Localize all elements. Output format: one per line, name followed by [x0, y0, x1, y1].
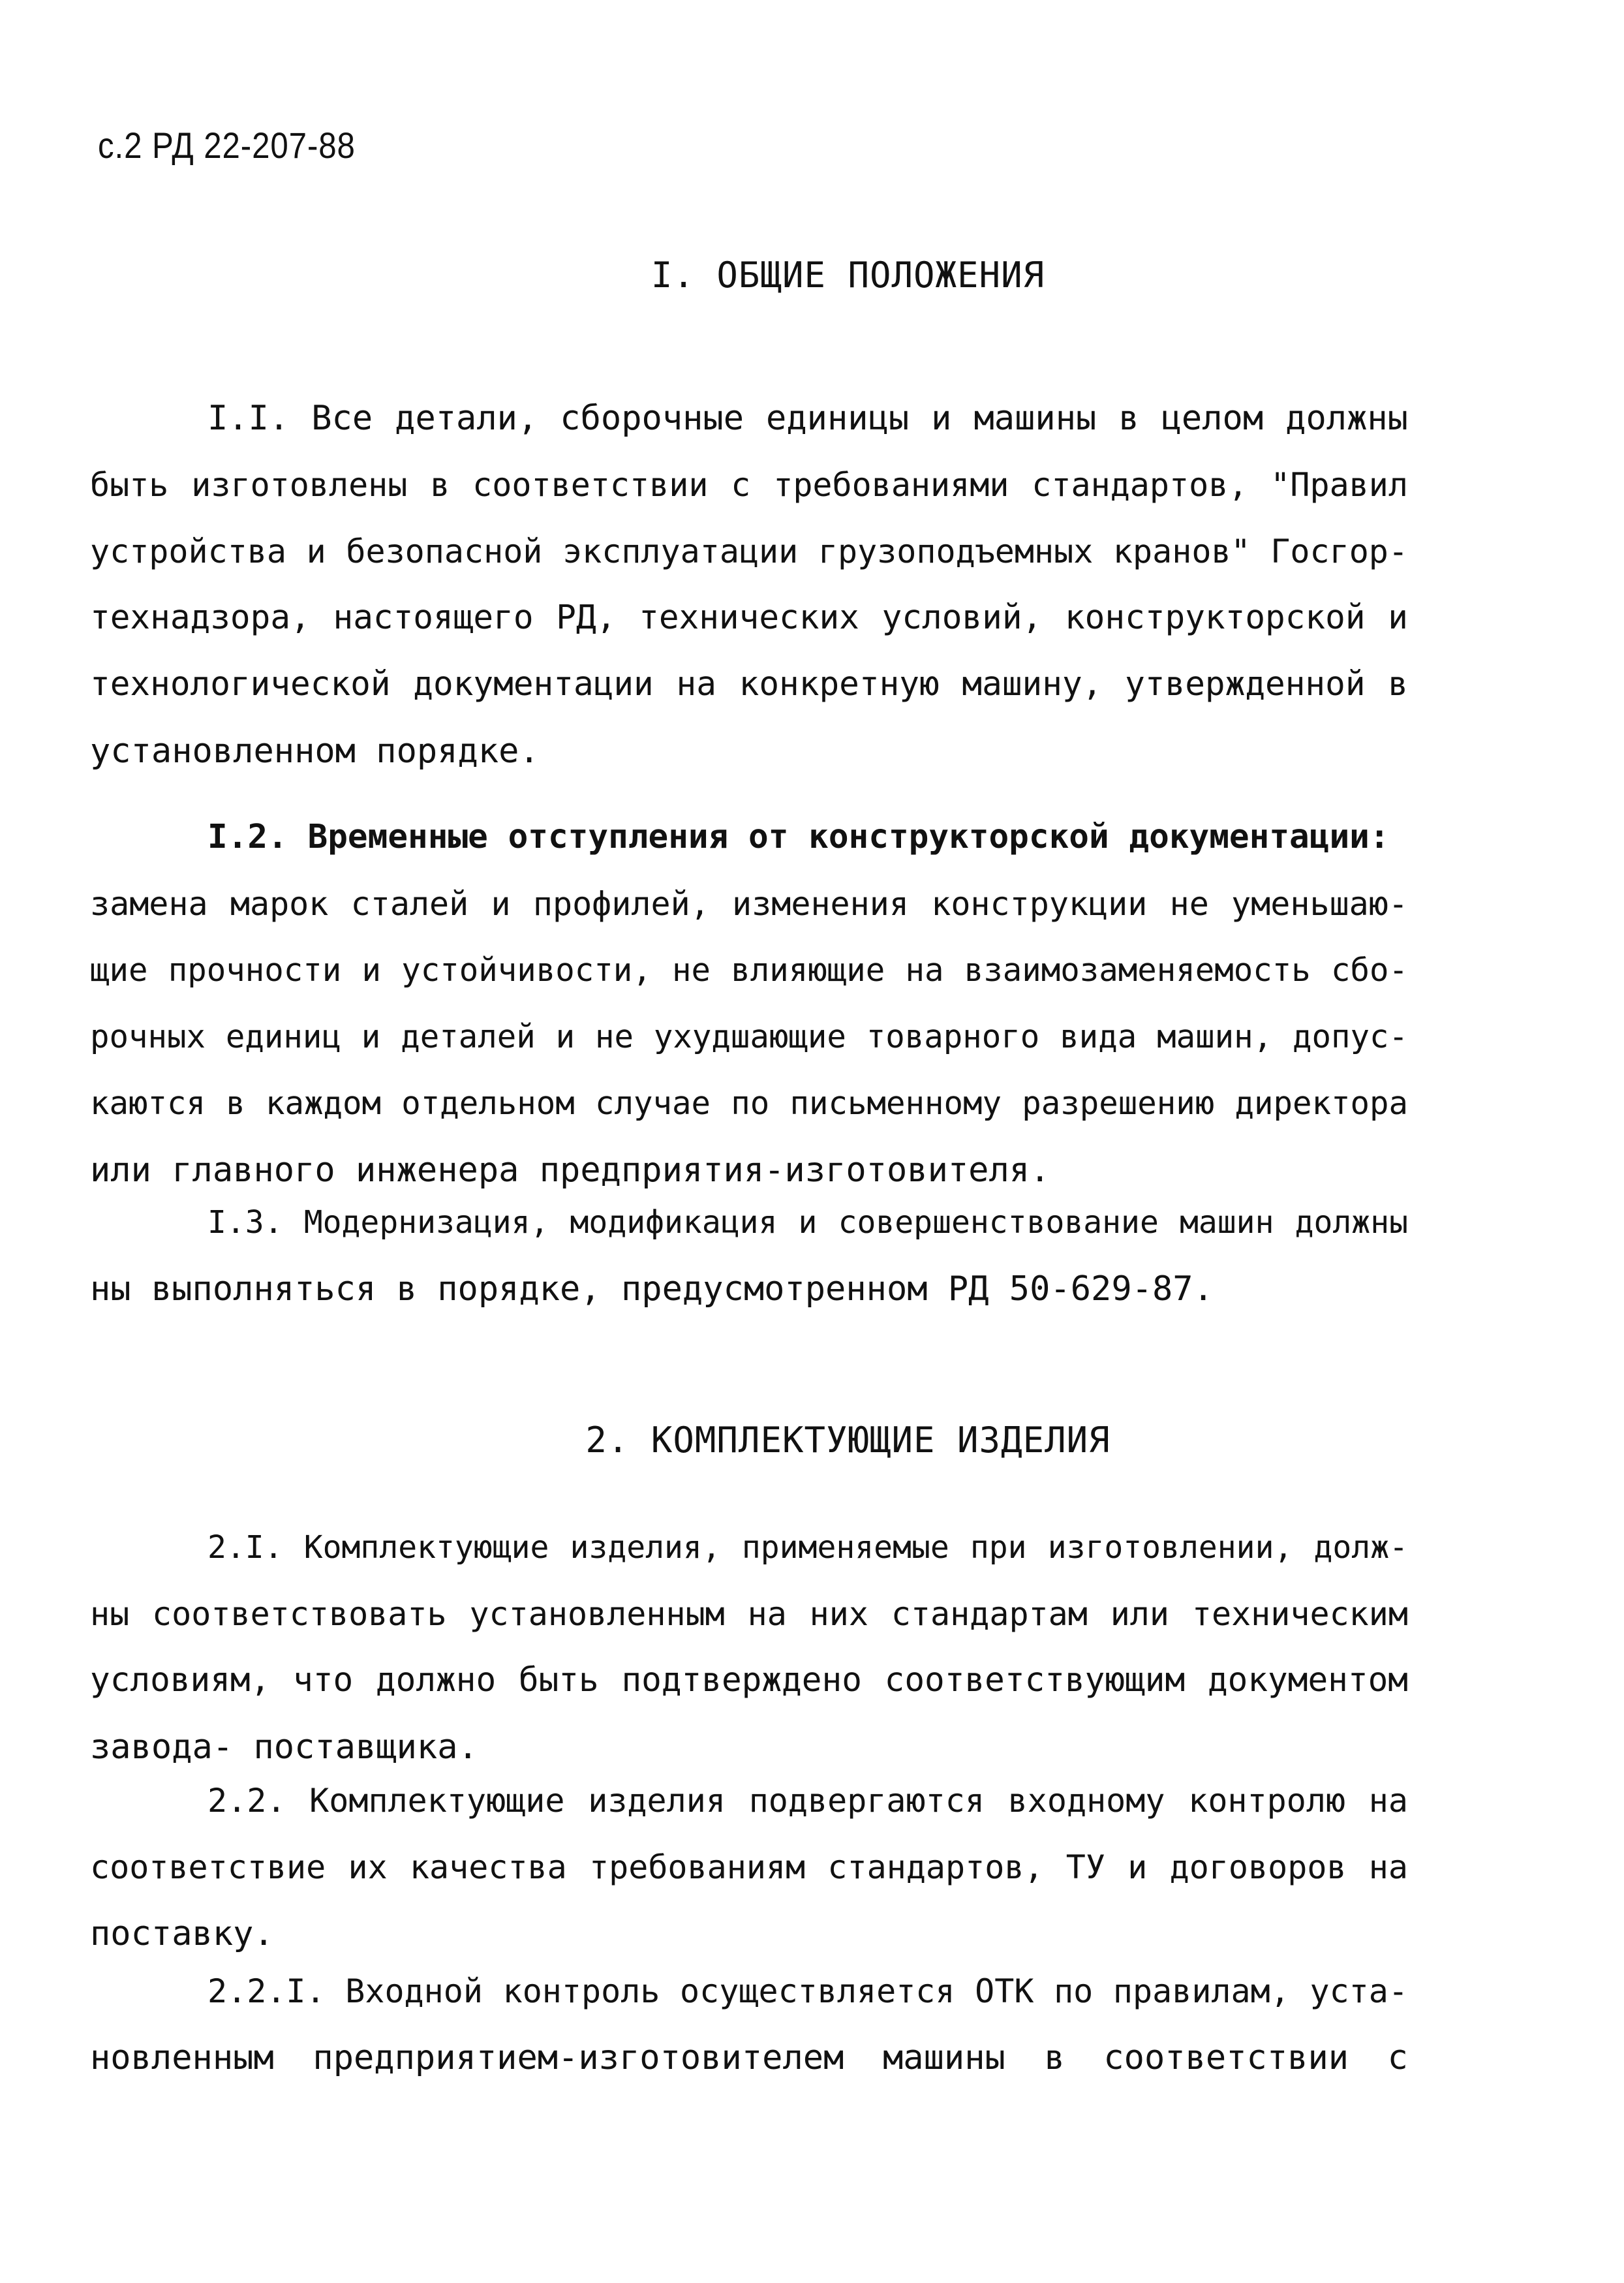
text-line: 2.2.I. Входной контроль осуществляется ОТК по правилам, уста- [207, 1972, 1408, 2010]
text-line: завода- поставщика. [90, 1728, 478, 1767]
text-line: замена марок сталей и профилей, изменения конструкции не уменьшаю- [90, 885, 1408, 923]
text-line: поставку. [90, 1914, 274, 1953]
text-line: быть изготовлены в соответствии с требованиями стандартов, "Правил [90, 466, 1408, 504]
page-header-doc-ref: с.2 РД 22-207-88 [98, 125, 356, 166]
text-line: I.3. Модернизация, модификация и совершенствование машин должны [207, 1204, 1408, 1241]
text-line: технологической документации на конкретную машину, утвержденной в [90, 665, 1408, 704]
text-line: новленным предприятием-изготовителем машины в соответствии с [90, 2038, 1408, 2077]
text-line: 2.I. Комплектующие изделия, применяемые при изготовлении, долж- [207, 1529, 1408, 1566]
text-line: каются в каждом отдельном случае по письменному разрешению директора [90, 1085, 1408, 1122]
paragraph-1-2 [90, 804, 1408, 1204]
section-1-title: I. ОБЩИЕ ПОЛОЖЕНИЯ [651, 255, 1045, 296]
text-line: ны соответствовать установленным на них стандартам или техническим [90, 1595, 1408, 1633]
text-line: рочных единиц и деталей и не ухудшающие товарного вида машин, допус- [90, 1018, 1408, 1055]
paragraph-1-1 [90, 385, 1408, 784]
text-line: I.I. Все детали, сборочные единицы и машины в целом должны [207, 399, 1408, 438]
paragraph-1-3 [90, 1189, 1408, 1322]
paragraph-2-2 [90, 1767, 1408, 1967]
text-line: ны выполняться в порядке, предусмотренном РД 50-629-87. [90, 1269, 1214, 1309]
text-line: I.2. Временные отступления от конструкторской документации: [207, 818, 1390, 856]
section-2-title: 2. КОМПЛЕКТУЮЩИЕ ИЗДЕЛИЯ [585, 1420, 1111, 1461]
text-line: устройства и безопасной эксплуатации грузоподъемных кранов" Госгор- [90, 533, 1408, 570]
text-line: или главного инженера предприятия-изготовителя. [90, 1151, 1050, 1190]
paragraph-2-1 [90, 1514, 1408, 1780]
text-line: 2.2. Комплектующие изделия подвергаются входному контролю на [207, 1782, 1408, 1820]
text-line: щие прочности и устойчивости, не влияющие на взаимозаменяемость сбо- [90, 952, 1408, 989]
text-line: соответствие их качества требованиям стандартов, ТУ и договоров на [90, 1848, 1408, 1886]
text-line: условиям, что должно быть подтверждено соответствующим документом [90, 1661, 1408, 1700]
text-line: установленном порядке. [90, 732, 540, 771]
paragraph-2-2-1 [90, 1958, 1408, 2091]
text-line: технадзора, настоящего РД, технических условий, конструкторской и [90, 598, 1408, 637]
